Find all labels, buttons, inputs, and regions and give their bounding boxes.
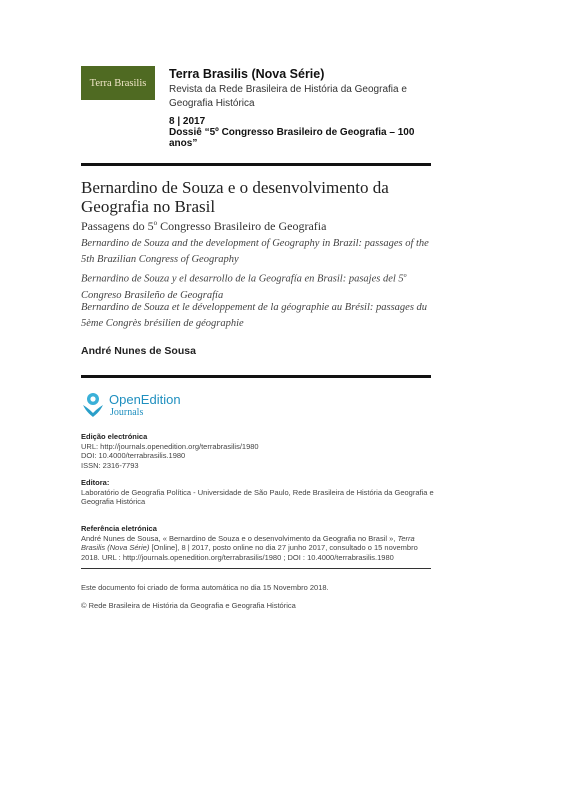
issue-dossier: Dossiê “5º Congresso Brasileiro de Geografia – 100 anos” <box>169 127 415 149</box>
journal-title: Terra Brasilis (Nova Série) <box>169 67 325 81</box>
edition-info <box>81 432 435 470</box>
issue-number: 8 | 2017 <box>169 116 206 127</box>
edition-heading: Edição electrónica <box>81 432 148 441</box>
edition-url[interactable]: URL: http://journals.openedition.org/terrabrasilis/1980 <box>81 441 259 451</box>
title-french: Bernardino de Souza et le développement de la géographie au Brésil: passages du 5ème Congrès brésilien de géographie <box>81 302 428 329</box>
edition-issn: ISSN: 2316-7793 <box>81 460 139 470</box>
subtitle-pt-text-a: Passagens do 5 <box>81 219 154 233</box>
title-english: Bernardino de Souza and the development of Geography in Brazil: passages of the 5th Brazilian Congress of Geography <box>81 238 429 265</box>
article-divider <box>81 375 431 378</box>
generated-note: Este documento foi criado de forma automática no dia 15 Novembro 2018. <box>81 583 329 592</box>
openedition-name[interactable]: OpenEdition <box>109 392 181 407</box>
subtitle-pt-text-b: Congresso Brasileiro de Geografia <box>157 219 327 233</box>
title-spanish <box>81 268 431 304</box>
author-name: André Nunes de Sousa <box>81 345 196 357</box>
header-divider <box>81 163 431 166</box>
publisher-heading: Editora: <box>81 478 110 487</box>
article-subtitle-pt <box>81 219 431 234</box>
reference-info <box>81 524 435 562</box>
article-title: Bernardino de Souza e o desenvolvimento da Geografia no Brasil <box>81 178 389 216</box>
copyright-note: © Rede Brasileira de História da Geografia e Geografia Histórica <box>81 601 296 610</box>
openedition-icon <box>81 391 105 419</box>
footer-divider <box>81 568 431 569</box>
title-es-text-b: Congreso Brasileño de Geografía <box>81 289 224 301</box>
openedition-journals: Journals <box>110 407 144 418</box>
reference-journal: Terra Brasilis (Nova Série) <box>81 533 415 552</box>
journal-logo-text: Terra Brasilis <box>89 77 147 89</box>
title-es-sup: o <box>403 273 407 279</box>
reference-text-a: André Nunes de Sousa, « Bernardino de Souza e o desenvolvimento da Geografia no Brasil », <box>81 533 398 543</box>
subtitle-pt-sup: o <box>153 219 158 227</box>
title-es-text-a: Bernardino de Souza y el desarrollo de la Geografía en Brasil: pasajes del 5 <box>81 273 404 285</box>
reference-text-b: [Online], 8 | 2017, posto online no dia 27 junho 2017, consultado o 15 novembro 2018. URL : http://journals.openedition.org/terrabrasilis/1980 ; DOI : 10.4000/terrabrasilis.1980 <box>81 543 418 562</box>
reference-text <box>81 534 435 563</box>
journal-logo <box>81 66 155 100</box>
publisher-info <box>81 478 435 507</box>
publisher-text: Laboratório de Geografia Política - Universidade de São Paulo, Rede Brasileira de História da Geografia e Geografia Histórica <box>81 487 434 506</box>
reference-heading: Referência eletrónica <box>81 524 157 533</box>
journal-subtitle: Revista da Rede Brasileira de História da Geografia e Geografia Histórica <box>169 84 407 109</box>
edition-doi[interactable]: DOI: 10.4000/terrabrasilis.1980 <box>81 451 186 460</box>
